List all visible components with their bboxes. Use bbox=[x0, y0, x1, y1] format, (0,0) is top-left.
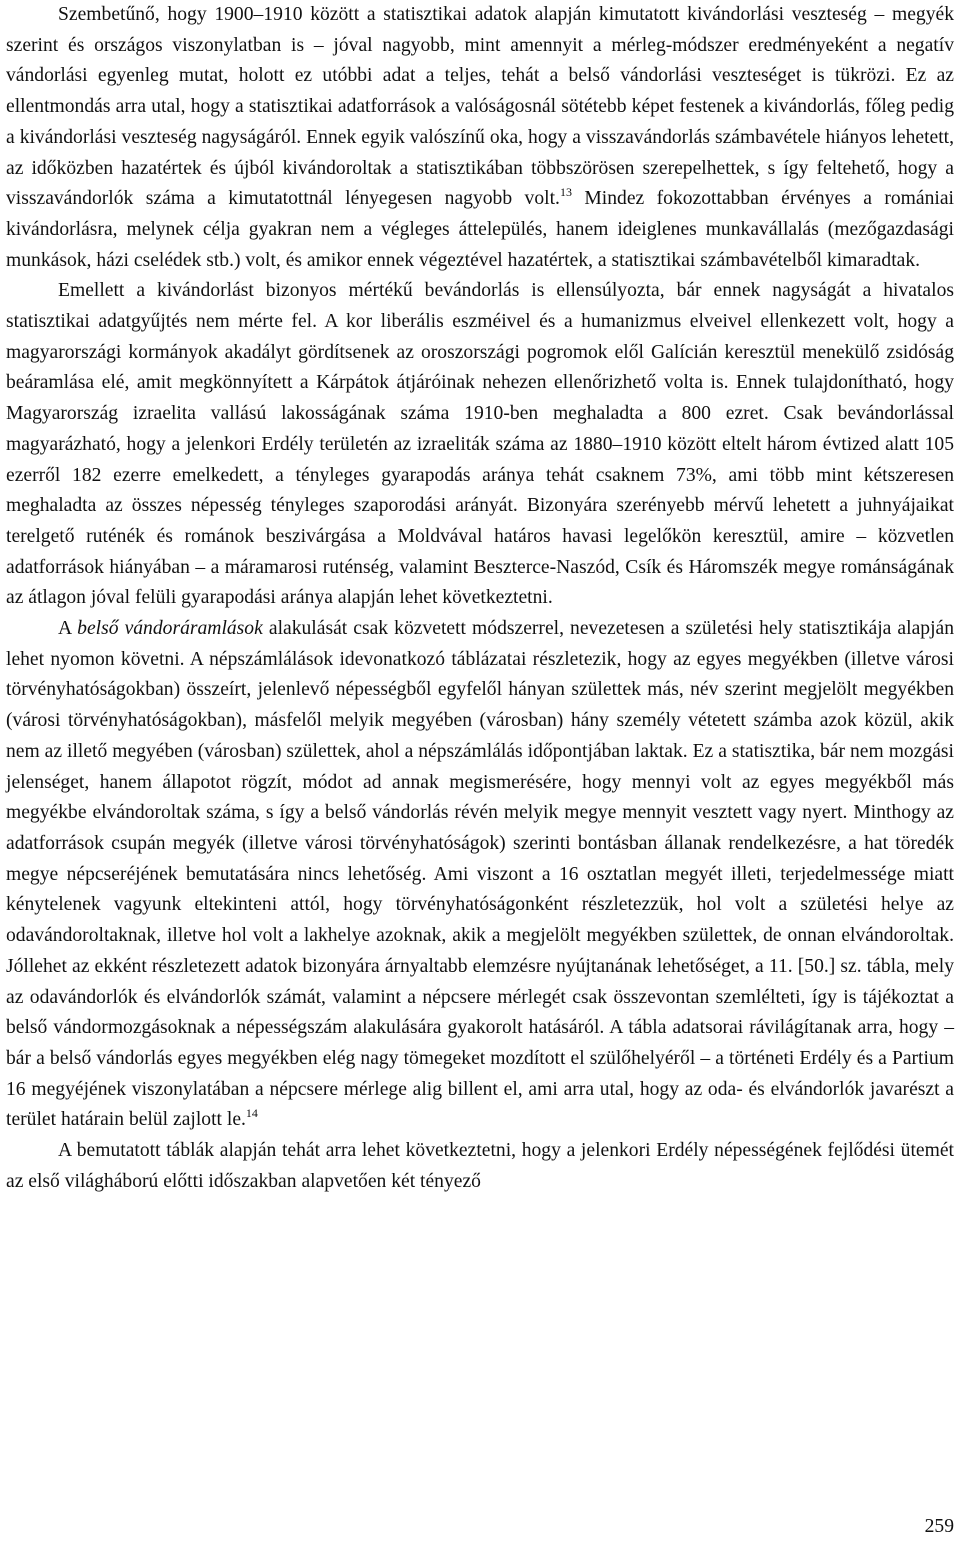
paragraph-text: Mindez fokozottabban érvényes a romániai kivándorlásra, melynek célja gyakran nem a végleges áttelepülés, hanem ideiglenes munkavállalás (mezőgazdasági munkások, házi cselédek stb.) volt, és amikor ennek végeztével hazatértek, a statisztikai számbavételből kimaradtak. bbox=[6, 188, 954, 271]
paragraph-internal-migration bbox=[6, 614, 954, 1136]
paragraph-text: Emellett a kivándorlást bizonyos mértékű bevándorlás is ellensúlyozta, bár ennek nagyságát a hivatalos statisztikai adatgyűjtés nem mérte fel. A kor liberális eszméivel és a humanizmus elveivel ellenkezett volt, hogy a magyarországi kormányok akadályt gördítsenek az oroszországi pogromok elől Galícián keresztül menekülő zsidóság beáramlása elé, amit megkönnyített a Kárpátok átjáróinak nehezen ellenőrizhető volta is. Ennek tulajdonítható, hogy Magyarország izraelita vallású lakosságának száma 1910-ben meghaladta a 800 ezret. Csak bevándorlással magyarázható, hogy a jelenkori Erdély területén az izraeliták száma az 1880–1910 között eltelt három évtized alatt 105 ezerről 182 ezerre emelkedett, a tényleges gyarapodás aránya tehát csaknem 73%, ami több mint kétszeresen meghaladta az összes népesség tényleges szaporodási arányát. Bizonyára szerényebb mérvű lehetett a juhnyájaikat terelgető ruténék és románok beszivárgása a Moldvával határos havasi legelőkön keresztül, amire – közvetlen adatforrások hiányában – a máramarosi ruténség, valamint Beszterce-Naszód, Csík és Háromszék megye románságának az átlagon jóval felüli gyarapodási aránya alapján lehet következtetni. bbox=[6, 280, 954, 609]
paragraph-text: Szembetűnő, hogy 1900–1910 között a statisztikai adatok alapján kimutatott kivándorlási veszteség – megyék szerint és országos viszonylatban is – jóval nagyobb, mint amennyit a mérleg-módszer eredményeként a negatív vándorlási egyenleg mutat, holott ez utóbbi adat a teljes, tehát a belső vándorlási veszteséget is tükrözi. Ez az ellentmondás arra utal, hogy a statisztikai adatforrások a valóságosnál sötétebb képet festenek a kivándorlás, főleg pedig a kivándorlási veszteség nagyságáról. Ennek egyik valószínű oka, hogy a visszavándorlás számbavétele hiányos lehetett, az időközben hazatértek és újból kivándoroltak a statisztikában többszörösen szerepelhettek, s így feltehető, hogy a visszavándorlók száma a kimutatottnál lényegesen nagyobb volt. bbox=[6, 4, 954, 210]
document-body bbox=[6, 0, 954, 1197]
page-number: 259 bbox=[924, 1516, 954, 1537]
paragraph-conclusion bbox=[6, 1136, 954, 1197]
emphasized-term: belső vándoráramlások bbox=[77, 618, 263, 640]
paragraph-emigration-losses bbox=[6, 0, 954, 276]
paragraph-text: A bbox=[58, 618, 78, 640]
paragraph-text: A bemutatott táblák alapján tehát arra lehet következtetni, hogy a jelenkori Erdély népességének fejlődési ütemét az első világháború előtti időszakban alapvetően két tényező bbox=[6, 1140, 954, 1192]
paragraph-immigration bbox=[6, 276, 954, 614]
paragraph-text: alakulását csak közvetett módszerrel, nevezetesen a születési hely statisztikája alapján lehet nyomon követni. A népszámlálások idevonatkozó táblázatai részletezik, hogy az egyes megyékben (illetve városi törvényhatóságokban) összeírt, jelenlevő népességből egyfelől hányan születtek más, név szerint megjelölt megyékben (városi törvényhatóságokban), másfelől melyik megyében (városban) hány személy vétetett számba azok közül, akik nem az illető megyében (városban) születtek, ahol a népszámlálás időpontjában laktak. Ez a statisztika, bár nem mozgási jelenséget, hanem állapotot rögzít, módot ad annak megismerésére, hogy mennyi volt az egyes megyékből más megyékbe elvándoroltak száma, s így a belső vándorlás révén melyik megye mennyit vesztett vagy nyert. Minthogy az adatforrások csupán megyék (illetve városi törvényhatóságok) szerinti bontásban állanak rendelkezésre, a hat töredék megye népcseréjének bemutatására nincs lehetőség. Ami viszont a 16 osztatlan megyét illeti, terjedelmessége miatt kénytelenek vagyunk eltekinteni attól, hogy törvényhatóságonként részletezzük, hol volt a születési helye az odavándoroltaknak, illetve hol volt a lakhelye azoknak, akik a megjelölt megyékben születtek, de onnan elvándoroltak. Jóllehet az ekként részletezett adatok bizonyára árnyaltabb elemzésre nyújtanának lehetőséget, a 11. [50.] sz. tábla, mely az odavándorlók és elvándorlók számát, valamint a népcsere mérlegét csak összevontan szemlélteti, így is tájékoztat a belső vándormozgásoknak a népességszám alakulására gyakorolt hatásáról. A tábla adatsorai rávilágítanak arra, hogy – bár a belső vándorlás egyes megyékben elég nagy tömegeket mozdított el szülőhelyéről – a történeti Erdély és a Partium 16 megyéjének viszonylatában a népcsere mérlege alig billent el, ami arra utal, hogy az oda- és elvándorlók javarészt a terület határain belül zajlott le. bbox=[6, 618, 955, 1131]
footnote-ref-13: 13 bbox=[559, 185, 572, 200]
footnote-ref-14: 14 bbox=[245, 1106, 258, 1121]
